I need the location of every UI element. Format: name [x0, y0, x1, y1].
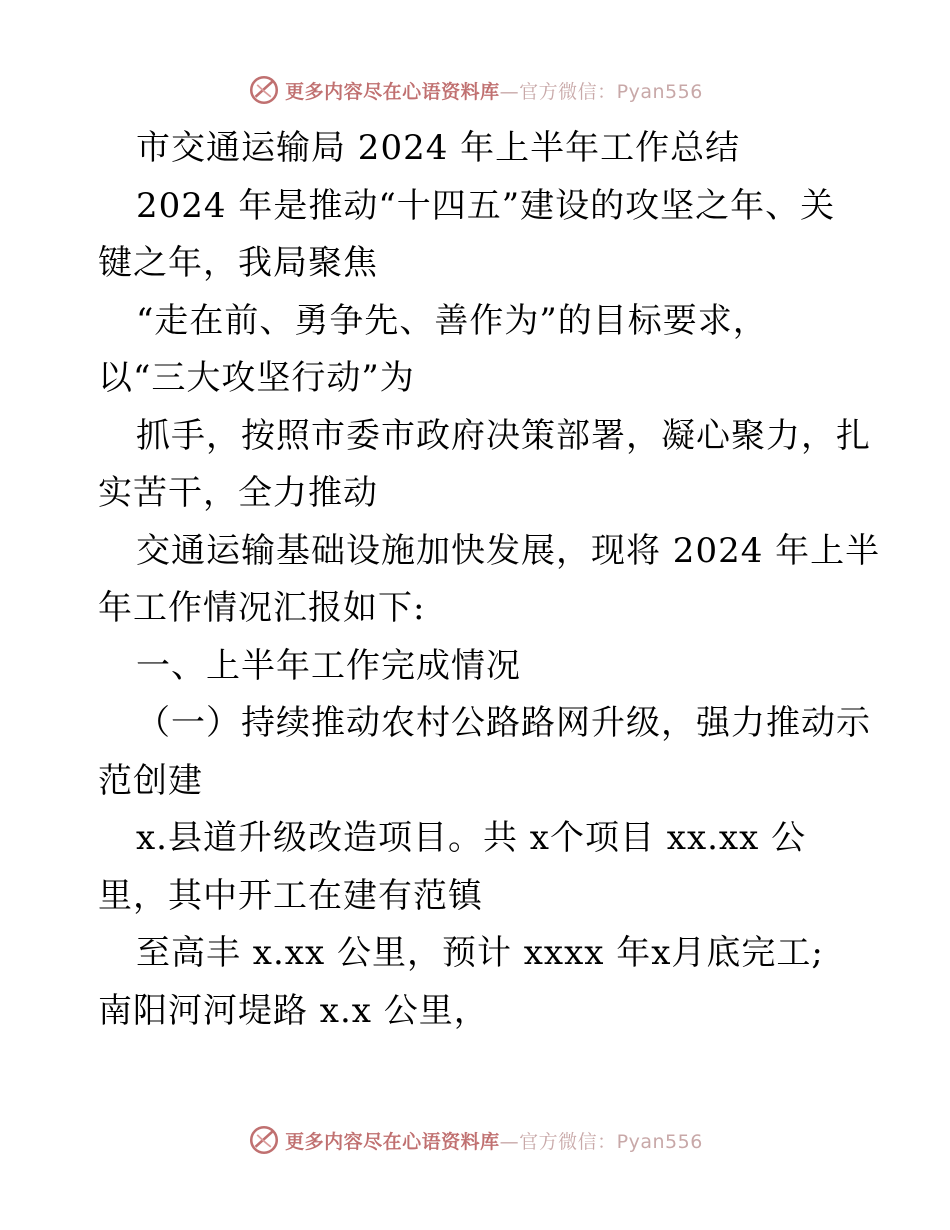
watermark-text: 更多内容尽在心语资料库—官方微信：Pyan556: [285, 80, 703, 103]
text-line: 范创建: [98, 760, 203, 801]
text-line: “走在前、勇争先、善作为”的目标要求，: [136, 300, 768, 341]
text-line: 至高丰 x.xx 公里，预计 xxxx 年x月底完工;: [136, 933, 824, 973]
text-line: 实苦干，全力推动: [98, 473, 378, 513]
watermark-text: 更多内容尽在心语资料库—官方微信：Pyan556: [285, 1130, 703, 1153]
text-line: 2024 年是推动“十四五”建设的攻坚之年、关: [136, 185, 836, 226]
text-line: 抓手，按照市委市政府决策部署，凝心聚力，扎: [136, 415, 871, 456]
document-title: 市交通运输局 2024 年上半年工作总结: [136, 128, 741, 168]
watermark-banner-top: [0, 70, 950, 110]
logo-icon: [247, 73, 281, 107]
text-line: x.县道升级改造项目。共 x个项目 xx.xx 公: [136, 818, 807, 858]
text-line: 年工作情况汇报如下:: [98, 588, 426, 628]
logo-icon: [247, 1123, 281, 1157]
document-body: [98, 120, 881, 1040]
watermark-banner-bottom: [0, 1120, 950, 1160]
text-line: 南阳河河堤路 x.x 公里，: [98, 990, 489, 1031]
subsection-heading: （一）持续推动农村公路路网升级，强力推动示: [136, 703, 871, 743]
text-line: 以“三大攻坚行动”为: [98, 358, 415, 398]
text-line: 里，其中开工在建有范镇: [98, 875, 483, 916]
section-heading: 一、上半年工作完成情况: [136, 645, 521, 686]
text-line: 交通运输基础设施加快发展，现将 2024 年上半: [136, 530, 881, 571]
text-line: 键之年，我局聚焦: [98, 243, 378, 283]
